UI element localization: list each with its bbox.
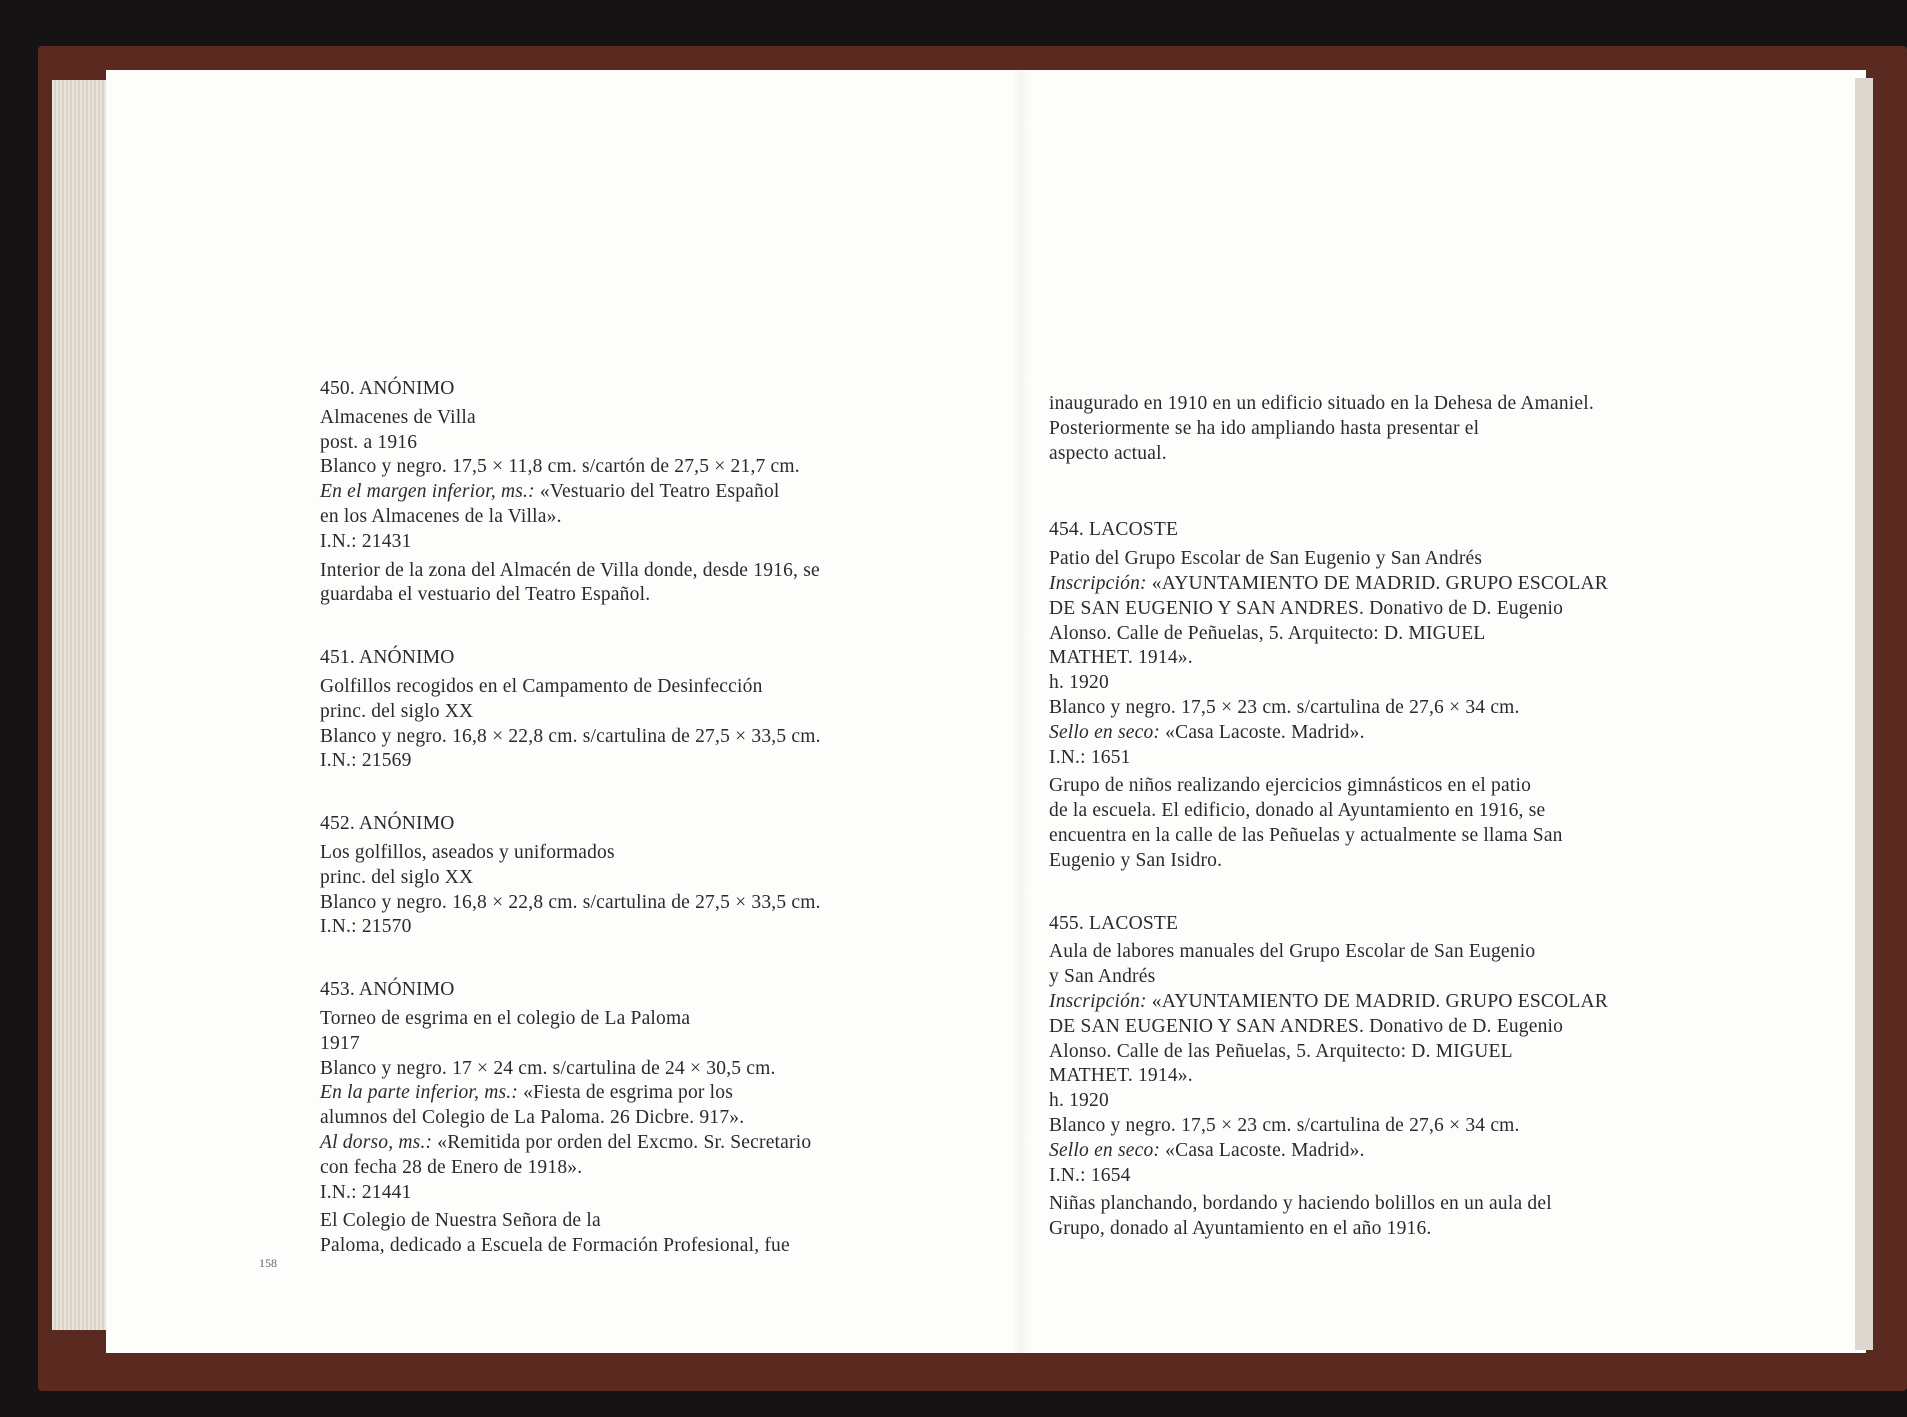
page-stack-edge [52,80,110,1330]
entry-line [1049,696,1709,721]
right-column [1049,392,1709,1280]
left-column [320,377,960,1297]
entry-description: Interior de la zona del Almacén de Villa donde, desde 1916, se [320,559,820,581]
entry-line [1049,746,1709,771]
entry-heading: 452. ANÓNIMO [320,813,455,835]
entry-line [1049,1114,1709,1139]
entry-line [320,505,960,530]
entry-line [320,1032,960,1057]
entry-line [320,866,960,891]
entry-line [1049,572,1709,597]
entry-line [1049,990,1709,1015]
entry-line [1049,1089,1709,1114]
entry-text: Alonso. Calle de Peñuelas, 5. Arquitecto: D. MIGUEL [1049,622,1486,644]
entry-line [320,1081,960,1106]
entry-text: «AYUNTAMIENTO DE MADRID. GRUPO ESCOLAR [1146,990,1608,1012]
entry-description: encuentra en la calle de las Peñuelas y actualmente se llama San [1049,824,1563,846]
entry-text: en los Almacenes de la Villa». [320,505,562,527]
entry-text: 1917 [320,1032,360,1054]
entry-text: h. 1920 [1049,1090,1109,1112]
entry-text: I.N.: 1654 [1049,1164,1131,1186]
entry-text: Patio del Grupo Escolar de San Eugenio y San Andrés [1049,548,1483,570]
entry-line [1049,1164,1709,1189]
page-edge-right [1855,78,1873,1350]
entry-description: El Colegio de Nuestra Señora de la [320,1210,601,1232]
catalog-entry-452 [320,812,960,940]
entry-description: de la escuela. El edificio, donado al Ayuntamiento en 1916, se [1049,800,1546,822]
intro-line: aspecto actual. [1049,442,1167,464]
entry-line [1049,597,1709,622]
entry-line [320,1156,960,1181]
entry-text: «Vestuario del Teatro Español [534,481,780,503]
entry-line [320,1131,960,1156]
entry-text: «Remitida por orden del Excmo. Sr. Secretario [432,1131,812,1153]
entry-line [1049,965,1709,990]
catalog-entry-453 [320,978,960,1259]
entry-heading: 451. ANÓNIMO [320,647,455,669]
entry-text: Almacenes de Villa [320,406,476,428]
entry-text: Los golfillos, aseados y uniformados [320,841,615,863]
entry-description: Grupo de niños realizando ejercicios gimnásticos en el patio [1049,775,1532,797]
entry-line [320,725,960,750]
entry-label-italic: En la parte inferior, ms.: [320,1082,519,1104]
entry-line [320,455,960,480]
entry-line [1049,1015,1709,1040]
spine-gutter [1012,70,1030,1353]
intro-line: Posteriormente se ha ido ampliando hasta presentar el [1049,417,1480,439]
entry-label-italic: Inscripción: [1049,572,1147,594]
entry-label-italic: Sello en seco: [1049,1139,1161,1161]
entry-label-italic: Sello en seco: [1049,721,1161,743]
entry-label-italic: Inscripción: [1049,990,1147,1012]
entry-text: DE SAN EUGENIO Y SAN ANDRES. Donativo de D. Eugenio [1049,597,1564,619]
entry-line [320,431,960,456]
entry-text: con fecha 28 de Enero de 1918». [320,1156,583,1178]
entry-heading: 450. ANÓNIMO [320,378,455,399]
entry-text: princ. del siglo XX [320,866,474,888]
entry-text: MATHET. 1914». [1049,1065,1193,1087]
entry-line [1049,721,1709,746]
catalog-entry-450 [320,377,960,608]
entry-text: «AYUNTAMIENTO DE MADRID. GRUPO ESCOLAR [1146,572,1608,594]
entry-text: I.N.: 21431 [320,530,412,552]
entry-line [320,841,960,866]
entry-line [1049,622,1709,647]
catalog-entry-455 [1049,912,1709,1242]
entry-line [320,1057,960,1082]
entry-label-italic: En el margen inferior, ms.: [320,481,535,503]
entry-line [320,1106,960,1131]
entry-line [320,749,960,774]
entry-text: Blanco y negro. 17 × 24 cm. s/cartulina de 24 × 30,5 cm. [320,1057,776,1079]
entry-text: Alonso. Calle de las Peñuelas, 5. Arquitecto: D. MIGUEL [1049,1040,1513,1062]
entry-line [1049,1139,1709,1164]
entry-text: I.N.: 1651 [1049,746,1131,768]
entry-text: «Fiesta de esgrima por los [518,1082,734,1104]
entry-line [320,1007,960,1032]
entry-text: «Casa Lacoste. Madrid». [1160,721,1365,743]
page-number: 158 [259,1256,277,1270]
entry-text: Blanco y negro. 17,5 × 11,8 cm. s/cartón de 27,5 × 21,7 cm. [320,456,800,478]
entry-text: Aula de labores manuales del Grupo Escolar de San Eugenio [1049,941,1536,963]
entry-text: I.N.: 21570 [320,916,412,938]
entry-text: I.N.: 21569 [320,750,412,772]
entry-text: «Casa Lacoste. Madrid». [1160,1139,1365,1161]
entry-line [1049,671,1709,696]
entry-text: MATHET. 1914». [1049,647,1193,669]
entry-heading: 455. LACOSTE [1049,912,1179,934]
entry-line [320,480,960,505]
entry-line [1049,547,1709,572]
continued-text [1049,392,1709,466]
entry-line [1049,1064,1709,1089]
entry-line [320,530,960,555]
entry-text: I.N.: 21441 [320,1181,412,1203]
entry-line [320,406,960,431]
entry-text: Blanco y negro. 17,5 × 23 cm. s/cartulina de 27,6 × 34 cm. [1049,1114,1520,1136]
entry-text: Golfillos recogidos en el Campamento de Desinfección [320,675,763,697]
entry-line [1049,1040,1709,1065]
entry-line [320,915,960,940]
entry-text: Torneo de esgrima en el colegio de La Paloma [320,1007,691,1029]
entry-line [320,891,960,916]
entry-description: Niñas planchando, bordando y haciendo bolillos en un aula del [1049,1193,1552,1215]
entry-text: y San Andrés [1049,966,1156,988]
entry-line [320,700,960,725]
entry-heading: 454. LACOSTE [1049,519,1179,541]
entry-text: Blanco y negro. 16,8 × 22,8 cm. s/cartulina de 27,5 × 33,5 cm. [320,891,821,913]
entry-line [320,675,960,700]
entry-line [1049,940,1709,965]
entry-text: Blanco y negro. 17,5 × 23 cm. s/cartulina de 27,6 × 34 cm. [1049,696,1520,718]
intro-line: inaugurado en 1910 en un edificio situado en la Dehesa de Amaniel. [1049,393,1594,414]
catalog-entry-451 [320,646,960,774]
catalog-entry-454 [1049,518,1709,873]
entry-text: Blanco y negro. 16,8 × 22,8 cm. s/cartulina de 27,5 × 33,5 cm. [320,725,821,747]
entry-description: Eugenio y San Isidro. [1049,849,1223,871]
entry-text: alumnos del Colegio de La Paloma. 26 Dicbre. 917». [320,1107,745,1129]
entry-label-italic: Al dorso, ms.: [320,1131,433,1153]
entry-description: guardaba el vestuario del Teatro Español. [320,584,651,606]
entry-text: h. 1920 [1049,672,1109,694]
entry-line [320,1181,960,1206]
entry-description: Grupo, donado al Ayuntamiento en el año 1916. [1049,1218,1432,1240]
entry-text: post. a 1916 [320,431,418,453]
entry-line [1049,646,1709,671]
entry-description: Paloma, dedicado a Escuela de Formación Profesional, fue [320,1235,790,1257]
entry-text: DE SAN EUGENIO Y SAN ANDRES. Donativo de D. Eugenio [1049,1015,1564,1037]
entry-text: princ. del siglo XX [320,700,474,722]
entry-heading: 453. ANÓNIMO [320,979,455,1001]
